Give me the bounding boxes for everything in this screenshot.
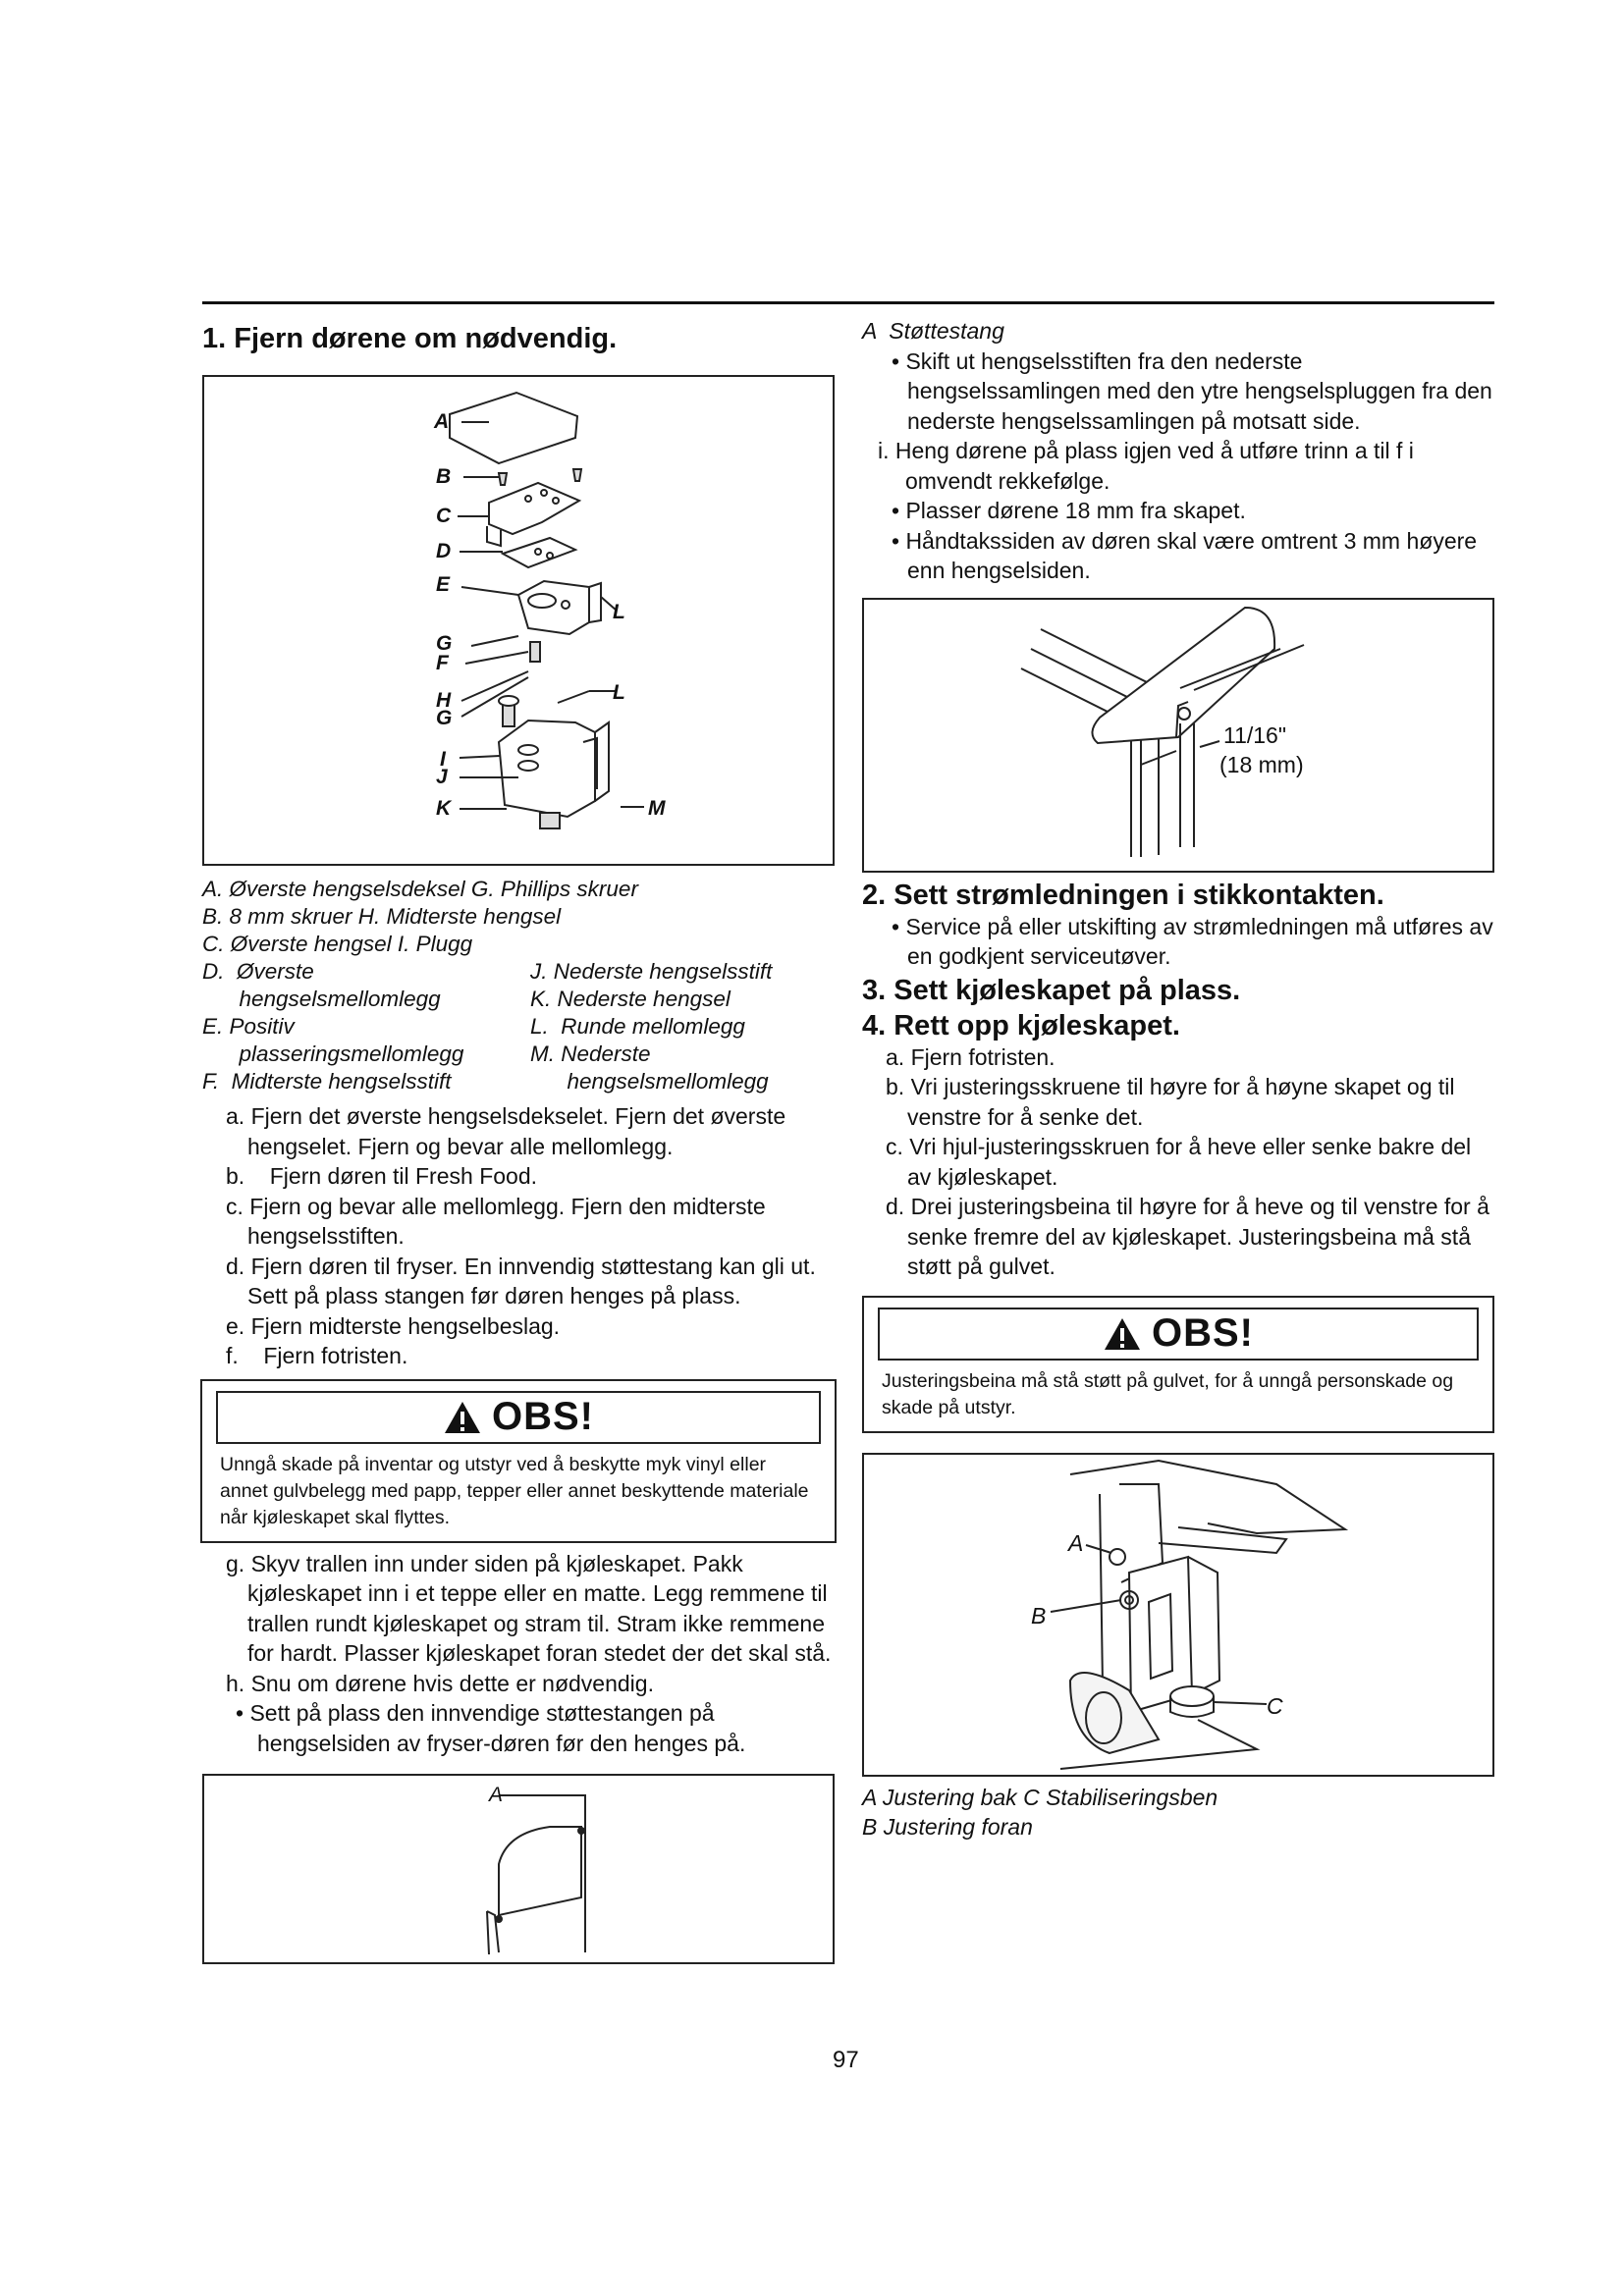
obs-text: Justeringsbeina må stå støtt på gulvet, for å unngå personskade og skade på utstyr. [882,1369,1454,1418]
support-bar-figure [202,1774,835,1964]
section-heading-4: 4. Rett opp kjøleskapet. [862,1009,1180,1041]
step-h-bullet: • Sett på plass den innvendige støttestangen på hengselsiden av fryser-døren før den henges på. [236,1700,746,1756]
step-h: h. Snu om dørene hvis dette er nødvendig. [226,1670,654,1696]
fig1-label-g1: G [436,632,453,655]
fig1-label-d: D [436,540,452,562]
obs-header [216,1391,821,1444]
legend-line: C. Øverste hengsel I. Plugg [202,932,473,956]
left-column [202,310,840,1964]
legend-line: B. 8 mm skruer H. Midterste hengsel [202,904,562,929]
leveling-legs-figure [862,1453,1494,1777]
fig1-label-l2: L [613,681,625,704]
steps-leveling [862,1042,1495,1282]
page-number: 97 [833,2047,859,2073]
bullet-door-distance: • Plasser dørene 18 mm fra skapet. [892,498,1246,523]
step-d: d. Fjern døren til fryser. En innvendig støttestang kan gli ut. Sett på plass stangen før døren henges på plass. [226,1253,816,1308]
fig1-label-e: E [436,573,451,596]
fig1-label-k: K [436,797,452,820]
door-gap-diagram [864,600,1492,871]
fig2-dimension-inch: 11/16" [1223,721,1287,748]
obs-text: Unngå skade på inventar og utstyr ved å beskytte myk vinyl eller annet gulvbelegg med papp, tepper eller annet beskyttende materiale når kjøleskapet skal flyttes. [220,1453,809,1528]
level-step-d: d. Drei justeringsbeina til høyre for å heve og til venstre for å senke fremre del av kjøleskapet. Justeringsbeina må stå støtt på gulvet. [886,1194,1489,1279]
hinge-exploded-figure [202,375,835,866]
fig4-label-b: B [1031,1602,1047,1629]
bullet-replace-pin: • Skift ut hengselsstiften fra den nederste hengselssamlingen med den ytre hengselspluggen fra den nederste hengselssamlingen på motsatt side. [892,347,1492,434]
bullet-service: • Service på eller utskifting av strømledningen må utføres av en godkjent serviceutøver. [892,913,1493,969]
legend-line: L. Runde mellomlegg [530,1014,745,1039]
section-heading-1: 1. Fjern dørene om nødvendig. [202,323,618,354]
legend-line: hengselsmellomlegg [202,987,441,1011]
parts-legend [202,876,840,1095]
level-step-c: c. Vri hjul-justeringsskruen for å heve eller senke bakre del av kjøleskapet. [886,1134,1472,1190]
support-bar-diagram [204,1776,833,1962]
fig1-label-h: H [436,689,452,712]
step-i: i. Heng dørene på plass igjen ved å utføre trinn a til f i omvendt rekkefølge. [878,438,1414,494]
section-heading-3: 3. Sett kjøleskapet på plass. [862,974,1241,1006]
bullet-handle-side: • Håndtakssiden av døren skal være omtrent 3 mm høyere enn hengselsiden. [892,527,1478,583]
legend-line: K. Nederste hengsel [530,987,731,1011]
fig1-label-c: C [436,505,452,527]
obs-header [878,1308,1479,1361]
legend-line: J. Nederste hengselsstift [530,959,773,984]
section-heading-2: 2. Sett strømledningen i stikkontakten. [862,879,1384,911]
fig2-dimension-mm: (18 mm) [1219,751,1304,777]
fig1-label-g2: G [436,707,453,729]
step-f: f. Fjern fotristen. [226,1343,408,1368]
hinge-diagram [204,377,833,864]
caption-a-support-bar: A Støttestang [862,318,1004,344]
fig4-label-a: A [1068,1529,1084,1556]
legend-line: F. Midterste hengselsstift [202,1069,452,1094]
legend-line: E. Positiv [202,1014,295,1039]
warning-triangle-icon [443,1400,482,1435]
top-rule [202,301,1494,304]
legend-line: plasseringsmellomlegg [202,1041,464,1066]
fig1-label-l1: L [613,601,625,623]
level-step-b: b. Vri justeringsskruene til høyre for å høyne skapet og til venstre for å senke det. [886,1074,1455,1130]
fig4-label-c: C [1267,1692,1283,1719]
fig1-label-f: F [436,652,449,674]
fig1-label-a: A [434,410,450,433]
legend-line: hengselsmellomlegg [530,1069,769,1094]
obs-warning-box-left [200,1379,837,1543]
step-a: a. Fjern det øverste hengselsdekselet. Fjern det øverste hengselet. Fjern og bevar alle mellomlegg. [226,1103,786,1159]
right-column [862,310,1495,1842]
fig4-caption-line2: B Justering foran [862,1814,1033,1840]
legend-line: D. Øverste [202,959,314,984]
step-e: e. Fjern midterste hengselbeslag. [226,1312,561,1339]
fig4-caption-line1: A Justering bak C Stabiliseringsben [862,1784,1218,1810]
fig1-label-i: I [440,748,446,771]
legend-line: A. Øverste hengselsdeksel G. Phillips skruer [202,877,638,901]
leveling-legs-diagram [864,1455,1492,1775]
step-g: g. Skyv trallen inn under siden på kjøleskapet. Pakk kjøleskapet inn i et teppe eller en matte. Legg remmene til trallen rundt kjøleskapet og stram til. Stram ikke remmene for hardt. Plasser kjøleskapet foran stedet der det skal stå. [226,1550,832,1666]
step-b: b. Fjern døren til Fresh Food. [226,1163,538,1189]
warning-triangle-icon [1103,1316,1142,1352]
steps-g-h [202,1549,840,1759]
legend-line: M. Nederste [530,1041,651,1066]
fig1-label-b: B [436,465,452,488]
door-gap-figure [862,598,1494,873]
fig1-label-j: J [436,766,448,788]
fig1-label-m: M [648,797,666,820]
obs-warning-box-right [862,1296,1494,1433]
fig3-label-a: A [489,1784,504,1806]
obs-title: OBS! [492,1395,594,1438]
steps-a-f [202,1101,840,1371]
obs-title: OBS! [1152,1311,1254,1355]
level-step-a: a. Fjern fotristen. [886,1043,1056,1070]
step-c: c. Fjern og bevar alle mellomlegg. Fjern den midterste hengselsstiften. [226,1193,766,1249]
